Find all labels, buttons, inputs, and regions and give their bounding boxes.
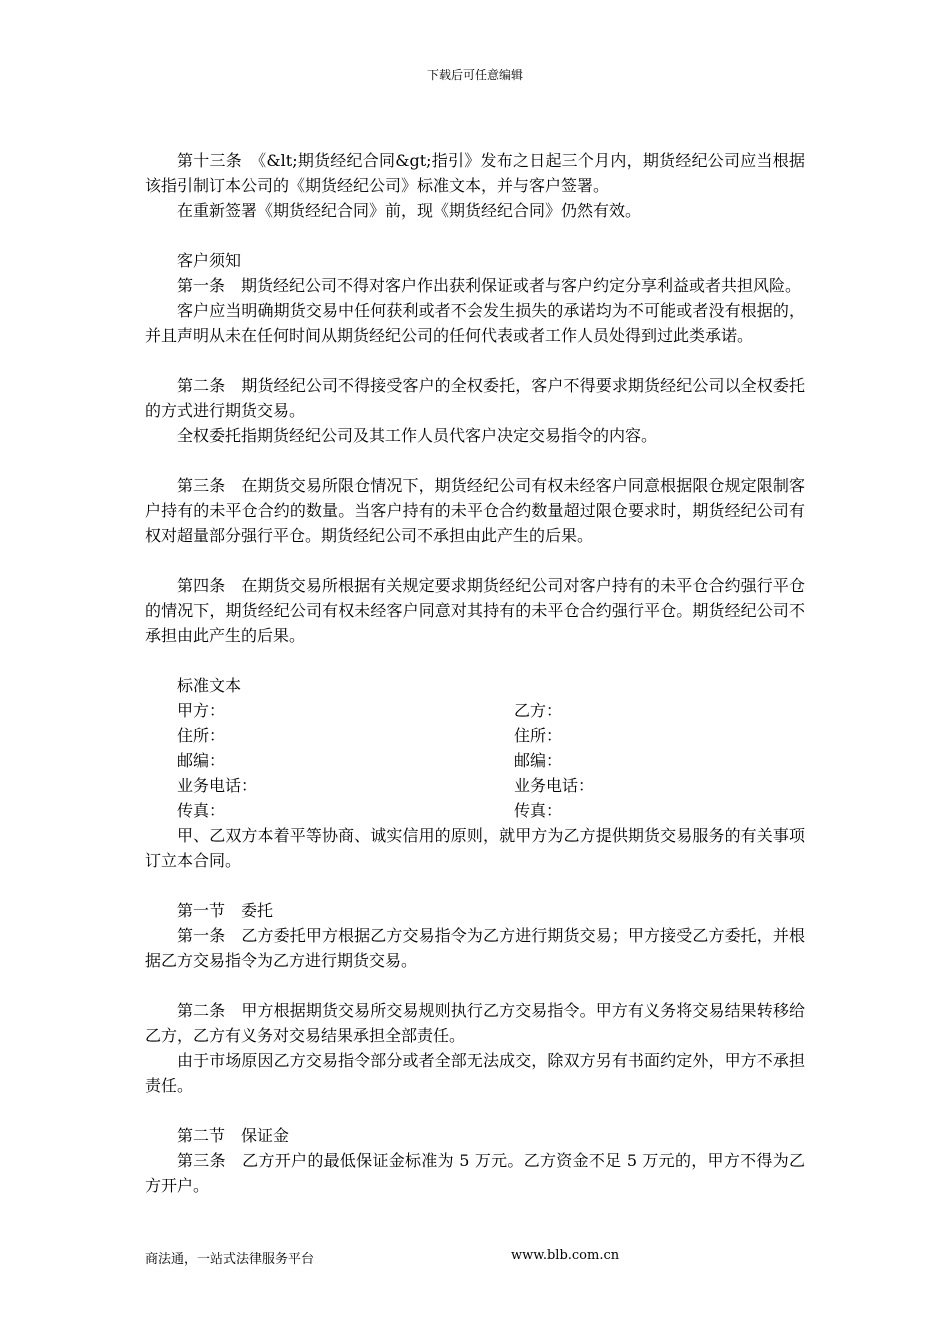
paragraph: 标准文本 — [177, 676, 242, 695]
paragraph: 第二节 保证金 — [177, 1126, 290, 1145]
paragraph: 客户须知 — [177, 251, 242, 270]
signature-row — [145, 698, 805, 723]
party-a-field: 住所： — [177, 726, 226, 745]
page-header: 下载后可任意编辑 — [426, 68, 523, 82]
party-a-field: 业务电话： — [177, 776, 258, 795]
document-body — [145, 148, 805, 1198]
party-b-field: 传真： — [514, 801, 563, 820]
party-b-field: 乙方： — [514, 701, 563, 720]
blank-line — [145, 548, 805, 573]
paragraph: 在重新签署《期货经纪合同》前，现《期货经纪合同》仍然有效。 — [177, 201, 642, 220]
blank-line — [145, 1098, 805, 1123]
party-b-field: 住所： — [514, 726, 563, 745]
paragraph: 第一条 乙方委托甲方根据乙方交易指令为乙方进行期货交易；甲方接受乙方委托，并根据乙方交易指令为乙方进行期货交易。 — [145, 926, 805, 970]
paragraph: 全权委托指期货经纪公司及其工作人员代客户决定交易指令的内容。 — [177, 426, 658, 445]
paragraph: 第一条 期货经纪公司不得对客户作出获利保证或者与客户约定分享利益或者共担风险。 — [177, 276, 802, 295]
blank-line — [145, 873, 805, 898]
blank-line — [145, 648, 805, 673]
party-b-field: 邮编： — [514, 751, 563, 770]
paragraph: 第二条 甲方根据期货交易所交易规则执行乙方交易指令。甲方有义务将交易结果转移给乙方，乙方有义务对交易结果承担全部责任。 — [145, 1001, 805, 1045]
paragraph: 客户应当明确期货交易中任何获利或者不会发生损失的承诺均为不可能或者没有根据的，并且声明从未在任何时间从期货经纪公司的任何代表或者工作人员处得到过此类承诺。 — [145, 301, 805, 345]
signature-block — [145, 698, 805, 823]
party-a-field: 甲方： — [177, 701, 226, 720]
blank-line — [145, 223, 805, 248]
blank-line — [145, 448, 805, 473]
blank-line — [145, 973, 805, 998]
blank-line — [145, 348, 805, 373]
signature-row — [145, 748, 805, 773]
paragraph: 第四条 在期货交易所根据有关规定要求期货经纪公司对客户持有的未平仓合约强行平仓的情况下，期货经纪公司有权未经客户同意对其持有的未平仓合约强行平仓。期货经纪公司不承担由此产生的后果。 — [145, 576, 805, 645]
paragraph-group-1 — [145, 148, 805, 698]
paragraph: 由于市场原因乙方交易指令部分或者全部无法成交，除双方另有书面约定外，甲方不承担责任。 — [145, 1051, 805, 1095]
party-b-field: 业务电话： — [514, 776, 595, 795]
signature-row — [145, 723, 805, 748]
signature-row — [145, 773, 805, 798]
paragraph: 第十三条 《&lt;期货经纪合同&gt;指引》发布之日起三个月内，期货经纪公司应当根据该指引制订本公司的《期货经纪公司》标准文本，并与客户签署。 — [145, 151, 805, 195]
party-a-field: 邮编： — [177, 751, 226, 770]
footer-url: www.blb.com.cn — [511, 1248, 620, 1263]
paragraph-group-2 — [145, 823, 805, 1198]
paragraph: 第二条 期货经纪公司不得接受客户的全权委托，客户不得要求期货经纪公司以全权委托的方式进行期货交易。 — [145, 376, 805, 420]
paragraph: 第三条 乙方开户的最低保证金标准为 5 万元。乙方资金不足 5 万元的，甲方不得为乙方开户。 — [145, 1151, 805, 1195]
paragraph: 第三条 在期货交易所限仓情况下，期货经纪公司有权未经客户同意根据限仓规定限制客户持有的未平仓合约的数量。当客户持有的未平仓合约数量超过限仓要求时，期货经纪公司有权对超量部分强行平仓。期货经纪公司不承担由此产生的后果。 — [145, 476, 805, 545]
party-a-field: 传真： — [177, 801, 226, 820]
paragraph: 第一节 委托 — [177, 901, 274, 920]
paragraph: 甲、乙双方本着平等协商、诚实信用的原则，就甲方为乙方提供期货交易服务的有关事项订立本合同。 — [145, 826, 805, 870]
signature-row — [145, 798, 805, 823]
footer-brand: 商法通，一站式法律服务平台 — [145, 1252, 315, 1267]
